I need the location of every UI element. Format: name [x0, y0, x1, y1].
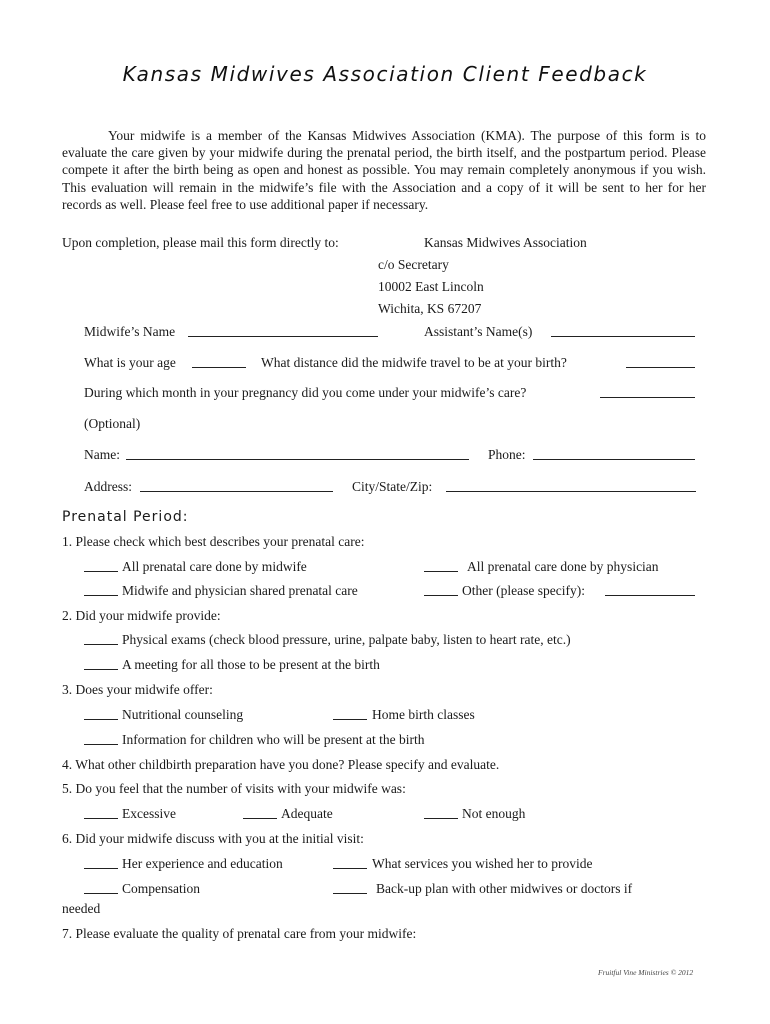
footer-copyright: Fruitful Vine Ministries © 2012 — [598, 968, 694, 977]
q6-option-d-label-continued: needed — [62, 901, 101, 916]
q2-option-b-label: A meeting for all those to be present at the birth — [122, 657, 380, 672]
assistant-names-label: Assistant’s Name(s) — [424, 324, 533, 339]
phone-label: Phone: — [488, 447, 526, 462]
form-title: Kansas Midwives Association Client Feedback — [122, 62, 648, 86]
address-label: Address: — [84, 479, 132, 494]
q2-option-a-label: Physical exams (check blood pressure, urine, palpate baby, listen to heart rate, etc.) — [122, 632, 571, 647]
q3-option-c-checkbox[interactable] — [84, 732, 118, 745]
question-4: 4. What other childbirth preparation have you done? Please specify and evaluate. — [62, 757, 500, 772]
question-5: 5. Do you feel that the number of visits with your midwife was: — [62, 781, 406, 796]
q6-option-c-checkbox[interactable] — [84, 881, 118, 894]
mail-address-line-3: 10002 East Lincoln — [378, 279, 484, 294]
distance-field[interactable] — [626, 355, 695, 368]
assistant-names-field[interactable] — [551, 324, 695, 337]
q5-option-a-checkbox[interactable] — [84, 806, 118, 819]
q5-option-b-checkbox[interactable] — [243, 806, 277, 819]
q1-option-d-label: Other (please specify): — [462, 583, 585, 598]
midwife-name-field[interactable] — [188, 324, 378, 337]
mail-instruction: Upon completion, please mail this form directly to: — [62, 235, 339, 250]
q6-option-a-checkbox[interactable] — [84, 856, 118, 869]
address-field[interactable] — [140, 479, 333, 492]
question-7: 7. Please evaluate the quality of prenatal care from your midwife: — [62, 926, 417, 941]
distance-label: What distance did the midwife travel to be at your birth? — [261, 355, 567, 370]
question-1: 1. Please check which best describes your prenatal care: — [62, 534, 365, 549]
q1-option-b-checkbox[interactable] — [424, 559, 458, 572]
q6-option-c-label: Compensation — [122, 881, 200, 896]
month-label: During which month in your pregnancy did you come under your midwife’s care? — [84, 385, 527, 400]
q5-option-a-label: Excessive — [122, 806, 176, 821]
q6-option-a-label: Her experience and education — [122, 856, 283, 871]
question-6: 6. Did your midwife discuss with you at the initial visit: — [62, 831, 364, 846]
name-label: Name: — [84, 447, 120, 462]
city-state-zip-label: City/State/Zip: — [352, 479, 433, 494]
q5-option-c-label: Not enough — [462, 806, 526, 821]
q5-option-c-checkbox[interactable] — [424, 806, 458, 819]
optional-label: (Optional) — [84, 416, 141, 431]
q1-option-b-label: All prenatal care done by physician — [467, 559, 659, 574]
q3-option-b-label: Home birth classes — [372, 707, 475, 722]
q3-option-c-label: Information for children who will be present at the birth — [122, 732, 425, 747]
q5-option-b-label: Adequate — [281, 806, 333, 821]
mail-address-line-2: c/o Secretary — [378, 257, 449, 272]
q3-option-b-checkbox[interactable] — [333, 707, 367, 720]
age-label: What is your age — [84, 355, 176, 370]
q1-option-a-label: All prenatal care done by midwife — [122, 559, 307, 574]
q1-option-c-checkbox[interactable] — [84, 583, 118, 596]
intro-paragraph: Your midwife is a member of the Kansas Midwives Association (KMA). The purpose of this form is to evaluate the care given by your midwife during the prenatal period, the birth itself, and the postpartum period. Please compete it after the birth being as open and honest as possible. You may remain completely anonymous if you wish. This evaluation will remain in the midwife’s file with the Association and a copy of it will be sent to her for her records as well. Please feel free to use additional paper if necessary. — [62, 128, 706, 212]
q1-option-c-label: Midwife and physician shared prenatal care — [122, 583, 358, 598]
q3-option-a-label: Nutritional counseling — [122, 707, 244, 722]
q6-option-b-label: What services you wished her to provide — [372, 856, 593, 871]
q6-option-b-checkbox[interactable] — [333, 856, 367, 869]
question-2: 2. Did your midwife provide: — [62, 608, 221, 623]
midwife-name-label: Midwife’s Name — [84, 324, 176, 339]
city-state-zip-field[interactable] — [446, 479, 696, 492]
q6-option-d-checkbox[interactable] — [333, 881, 367, 894]
q3-option-a-checkbox[interactable] — [84, 707, 118, 720]
q1-option-a-checkbox[interactable] — [84, 559, 118, 572]
q1-option-d-checkbox[interactable] — [424, 583, 458, 596]
prenatal-period-heading: Prenatal Period: — [62, 509, 189, 525]
month-field[interactable] — [600, 385, 695, 398]
age-field[interactable] — [192, 355, 246, 368]
q2-option-b-checkbox[interactable] — [84, 657, 118, 670]
name-field[interactable] — [126, 447, 469, 460]
mail-address-line-1: Kansas Midwives Association — [424, 235, 587, 250]
q6-option-d-label: Back-up plan with other midwives or doctors if — [376, 881, 633, 896]
q2-option-a-checkbox[interactable] — [84, 632, 118, 645]
phone-field[interactable] — [533, 447, 695, 460]
q1-other-specify-field[interactable] — [605, 583, 695, 596]
mail-address-line-4: Wichita, KS 67207 — [378, 301, 482, 316]
question-3: 3. Does your midwife offer: — [62, 682, 213, 697]
